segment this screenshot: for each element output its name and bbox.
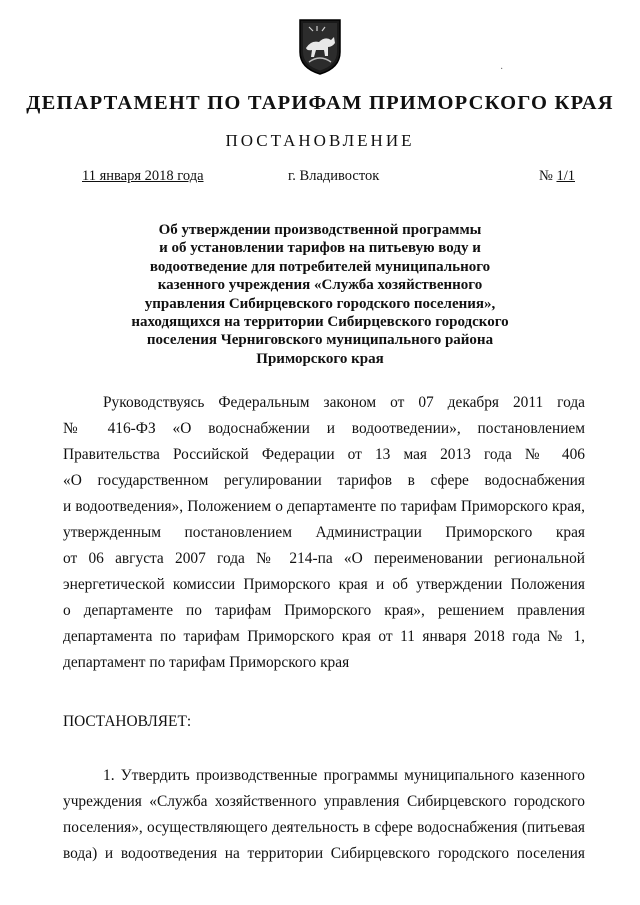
- title-line: Приморского края: [256, 350, 384, 367]
- item-line: поселения», осуществляющего деятельность в сфере водоснабжения (питьевая: [63, 819, 585, 836]
- number-value: 1/1: [556, 168, 575, 184]
- preamble-line: департамента по тарифам Приморского края от 11 января 2018 года № 1,: [63, 628, 585, 645]
- title-line: и об установлении тарифов на питьевую воду и: [159, 240, 481, 257]
- preamble-line: и водоотведения», Положением о департаменте по тарифам Приморского края,: [63, 498, 585, 515]
- title-line: Об утверждении производственной программы: [158, 222, 482, 238]
- title-line: поселения Черниговского муниципального района: [146, 332, 494, 349]
- number-prefix: №: [539, 168, 553, 184]
- document-date: 11 января 2018 года: [82, 168, 204, 184]
- preamble-line: департамент по тарифам Приморского края: [63, 654, 350, 671]
- primorsky-krai-coat-of-arms-icon: [297, 18, 343, 76]
- preamble-line: «О государственном регулировании тарифов в сфере водоснабжения: [63, 472, 585, 489]
- preamble-line: от 06 августа 2007 года № 214-па «О переименовании региональной: [63, 550, 585, 567]
- preamble-line: Правительства Российской Федерации от 13 мая 2013 года № 406: [63, 446, 585, 463]
- item-line: вода) и водоотведения на территории Сибирцевского городского поселения: [63, 845, 585, 862]
- preamble-line: о департаменте по тарифам Приморского края», решением правления: [63, 602, 585, 619]
- item-line: 1. Утвердить производственные программы муниципального казенного: [103, 767, 585, 784]
- title-line: управления Сибирцевского городского поселения»,: [144, 295, 496, 312]
- title-line: казенного учреждения «Служба хозяйственного: [157, 277, 483, 294]
- document-type: ПОСТАНОВЛЕНИЕ: [225, 131, 415, 150]
- title-line: водоотведение для потребителей муниципального: [149, 258, 491, 275]
- document-city: г. Владивосток: [288, 168, 380, 184]
- preamble-line: утвержденным постановлением Администрации Приморского края: [63, 524, 585, 541]
- resolve-heading: ПОСТАНОВЛЯЕТ:: [63, 713, 192, 730]
- preamble-line: энергетической комиссии Приморского края и об утверждении Положения: [63, 576, 585, 593]
- document-title: [130, 221, 510, 368]
- scan-mark: ·: [500, 64, 504, 75]
- department-heading: ДЕПАРТАМЕНТ ПО ТАРИФАМ ПРИМОРСКОГО КРАЯ: [26, 92, 614, 114]
- item-line: учреждения «Служба хозяйственного управления Сибирцевского городского: [63, 793, 585, 810]
- preamble-line: № 416-ФЗ «О водоснабжении и водоотведении», постановлением: [63, 420, 585, 437]
- title-line: находящихся на территории Сибирцевского городского: [131, 314, 509, 331]
- document-number: [539, 168, 575, 185]
- preamble-line: Руководствуясь Федеральным законом от 07 декабря 2011 года: [103, 394, 585, 411]
